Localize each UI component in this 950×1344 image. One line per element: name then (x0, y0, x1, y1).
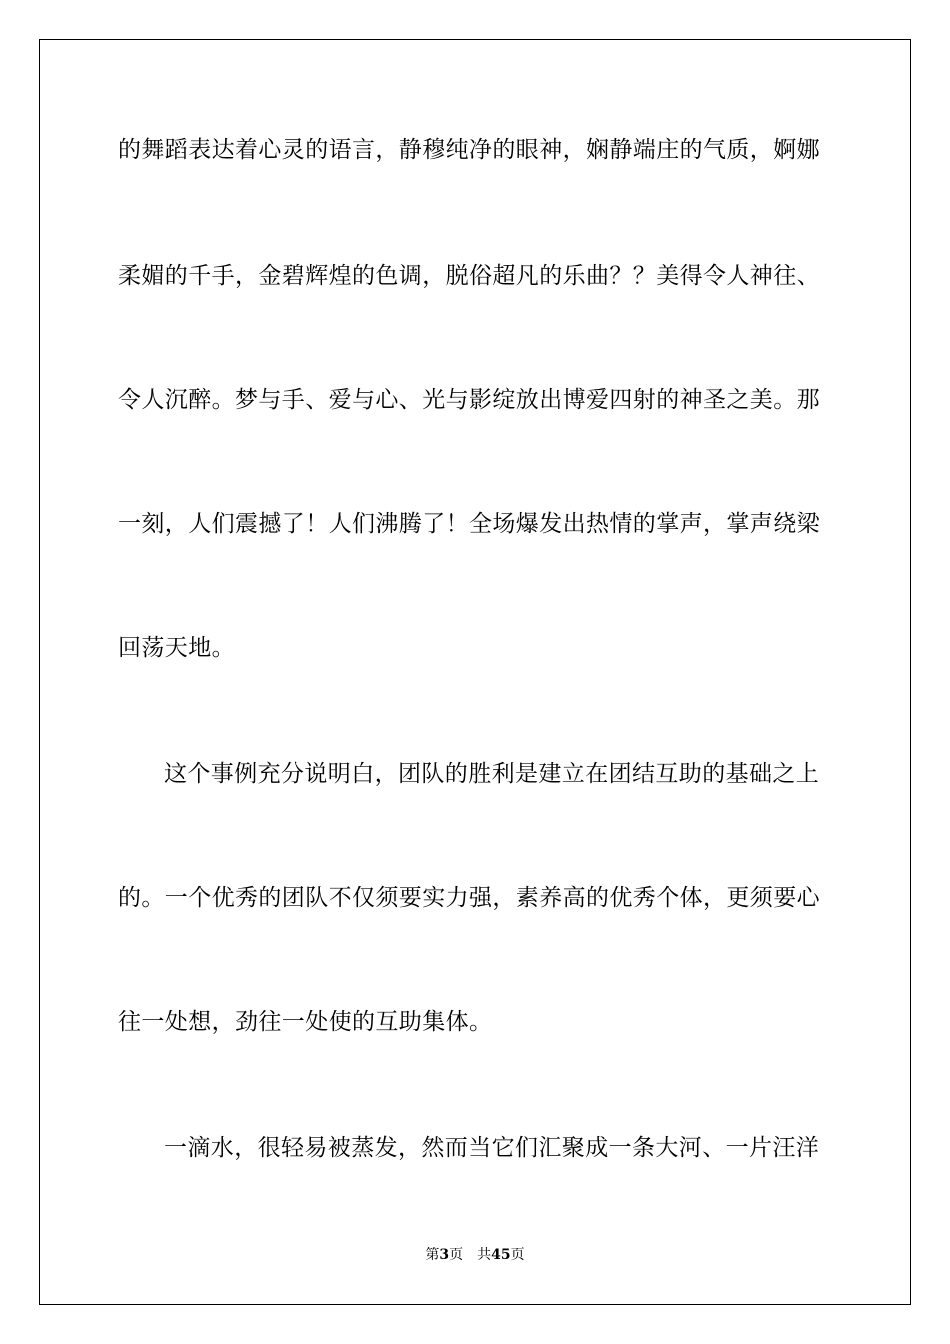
total-prefix: 共 (477, 1247, 492, 1263)
text-line-7: 的。一个优秀的团队不仅须要实力强，素养高的优秀个体，更须要心 (118, 885, 820, 911)
text-line-3: 令人沉醉。梦与手、爱与心、光与影绽放出博爱四射的神圣之美。那 (118, 387, 820, 413)
text-line-4: 一刻，人们震撼了！人们沸腾了！全场爆发出热情的掌声，掌声绕梁 (118, 511, 820, 537)
text-line-5: 回荡天地。 (118, 635, 235, 661)
page-total: 45 (491, 1247, 511, 1263)
text-line-1: 的舞蹈表达着心灵的语言，静穆纯净的眼神，娴静端庄的气质，婀娜 (118, 137, 820, 163)
text-line-8: 往一处想，劲往一处使的互助集体。 (118, 1009, 493, 1035)
text-line-6: 这个事例充分说明白，团队的胜利是建立在团结互助的基础之上 (164, 761, 820, 787)
page-footer (0, 1246, 950, 1264)
page-prefix: 第 (425, 1247, 440, 1263)
page-border (39, 39, 911, 1305)
text-line-9: 一滴水，很轻易被蒸发，然而当它们汇聚成一条大河、一片汪洋 (164, 1135, 820, 1161)
text-line-2: 柔媚的千手，金碧辉煌的色调，脱俗超凡的乐曲？？美得令人神往、 (118, 263, 820, 289)
page-suffix: 页 (449, 1247, 464, 1263)
page-current: 3 (439, 1247, 450, 1263)
total-suffix: 页 (510, 1247, 525, 1263)
